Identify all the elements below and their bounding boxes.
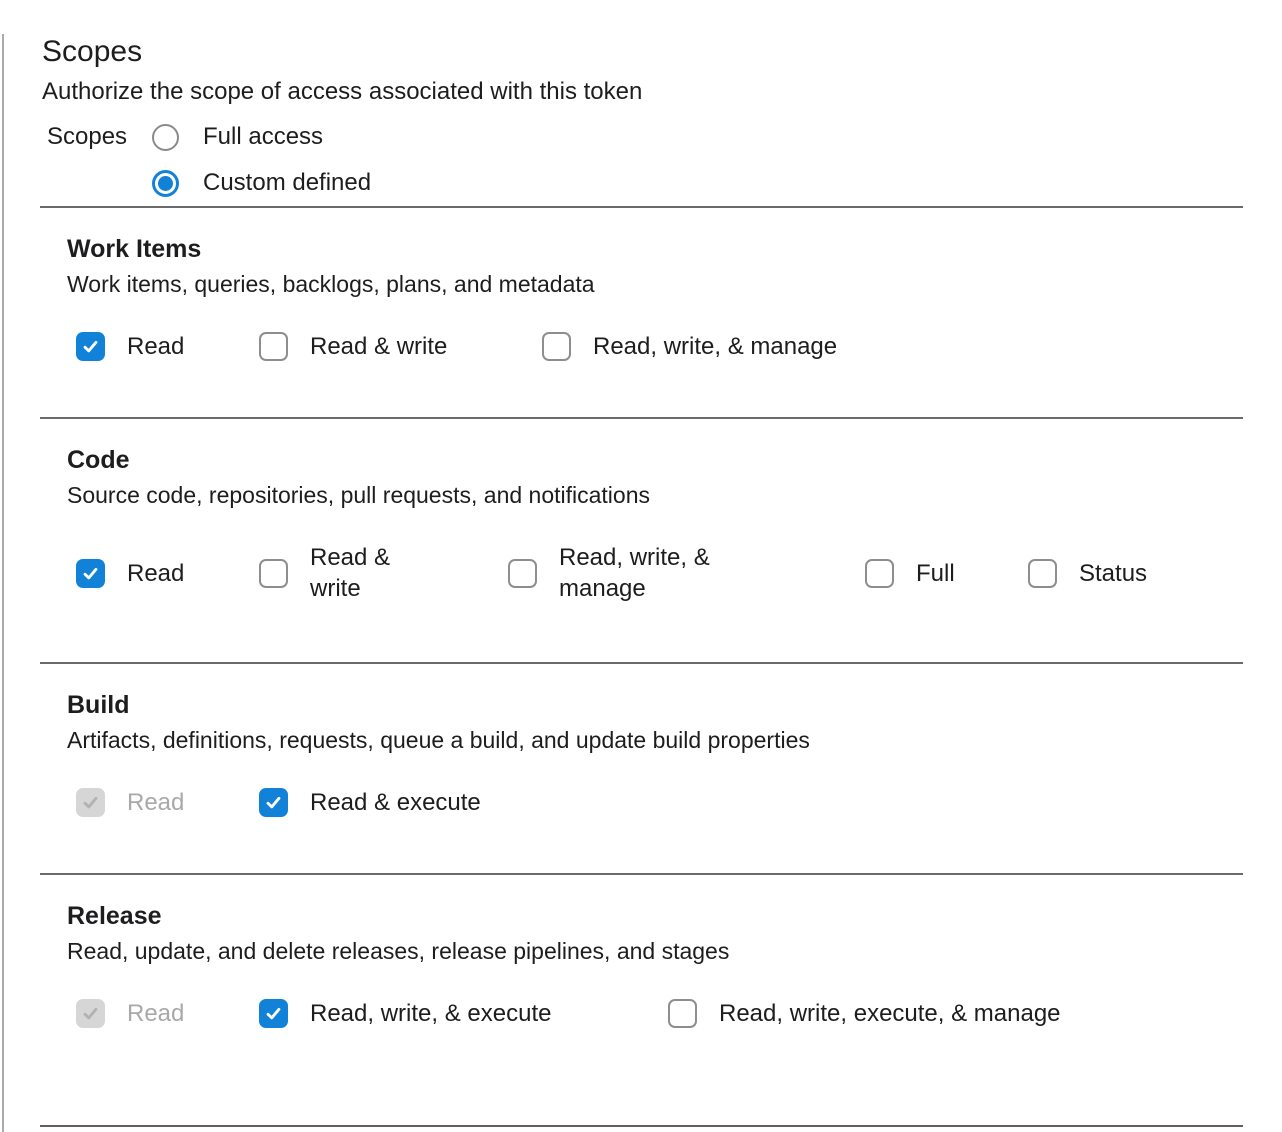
radio-custom-defined[interactable] — [152, 170, 179, 197]
checkbox[interactable] — [259, 999, 288, 1028]
checkbox-label: Read — [127, 789, 185, 816]
section-title: Code — [67, 446, 130, 474]
checkbox[interactable] — [668, 999, 697, 1028]
radio-row-full-access — [47, 114, 1282, 160]
check-icon — [264, 793, 283, 812]
checkbox-label: Read & write — [310, 544, 391, 602]
section-code — [0, 417, 1282, 662]
checkbox-label: Read — [127, 333, 185, 360]
divider — [40, 1125, 1243, 1127]
checkbox-label: Read, write, & manage — [593, 333, 838, 360]
checkbox[interactable] — [865, 559, 894, 588]
section-description: Artifacts, definitions, requests, queue a build, and update build properties — [67, 727, 810, 753]
checkbox-label: Full — [916, 559, 955, 587]
checkbox-option-read — [76, 998, 259, 1029]
checkbox-option-read[interactable] — [76, 331, 259, 362]
checkbox-label: Read & write — [310, 333, 448, 360]
checkbox-option-read-write[interactable] — [259, 542, 508, 604]
checkbox[interactable] — [76, 559, 105, 588]
checkbox-option-read-write-execute-manage[interactable] — [668, 998, 1061, 1029]
section-description: Read, update, and delete releases, release pipelines, and stages — [67, 938, 730, 964]
check-icon — [81, 793, 100, 812]
radio-full-access[interactable] — [152, 124, 179, 151]
radio-label-full-access[interactable]: Full access — [203, 123, 324, 150]
section-work-items — [0, 206, 1282, 417]
section-build — [0, 662, 1282, 873]
checkbox[interactable] — [542, 332, 571, 361]
checkbox[interactable] — [259, 332, 288, 361]
check-icon — [81, 337, 100, 356]
check-icon — [81, 564, 100, 583]
options-row — [76, 331, 1282, 362]
checkbox-option-read-write[interactable] — [259, 331, 542, 362]
page-subtitle: Authorize the scope of access associated with this token — [42, 78, 643, 105]
checkbox-option-read-write-manage[interactable] — [542, 331, 837, 362]
section-description: Work items, queries, backlogs, plans, and metadata — [67, 271, 595, 297]
check-icon — [81, 1004, 100, 1023]
checkbox[interactable] — [76, 332, 105, 361]
radio-row-custom-defined — [47, 160, 1282, 206]
checkbox-label: Read, write, & manage — [559, 544, 710, 602]
scopes-radio-group — [47, 114, 1282, 206]
checkbox-label: Read, write, execute, & manage — [719, 1000, 1061, 1027]
checkbox-label: Read — [127, 1000, 185, 1027]
checkbox-option-read — [76, 787, 259, 818]
section-title: Work Items — [67, 235, 202, 263]
checkbox-option-read-write-execute[interactable] — [259, 998, 668, 1029]
section-title: Build — [67, 691, 130, 719]
scopes-field-label: Scopes — [47, 123, 128, 150]
checkbox[interactable] — [508, 559, 537, 588]
checkbox-label: Read, write, & execute — [310, 1000, 552, 1027]
checkbox — [76, 788, 105, 817]
checkbox-option-read-write-manage[interactable] — [508, 542, 865, 604]
options-row — [76, 542, 1282, 604]
options-row — [76, 787, 1282, 818]
checkbox-option-full[interactable] — [865, 558, 1028, 589]
checkbox[interactable] — [259, 559, 288, 588]
page-title: Scopes — [42, 35, 143, 68]
section-release — [0, 873, 1282, 1078]
checkbox[interactable] — [259, 788, 288, 817]
checkbox-option-status[interactable] — [1028, 558, 1147, 589]
checkbox[interactable] — [1028, 559, 1057, 588]
section-description: Source code, repositories, pull requests, and notifications — [67, 482, 650, 508]
panel-left-border — [2, 34, 4, 1132]
checkbox-label: Read & execute — [310, 789, 481, 816]
checkbox-label: Read — [127, 559, 185, 587]
check-icon — [264, 1004, 283, 1023]
checkbox-label: Status — [1079, 559, 1148, 587]
section-title: Release — [67, 902, 162, 930]
options-row — [76, 998, 1282, 1029]
checkbox — [76, 999, 105, 1028]
radio-label-custom-defined[interactable]: Custom defined — [203, 169, 372, 196]
checkbox-option-read-execute[interactable] — [259, 787, 481, 818]
checkbox-option-read[interactable] — [76, 558, 259, 589]
